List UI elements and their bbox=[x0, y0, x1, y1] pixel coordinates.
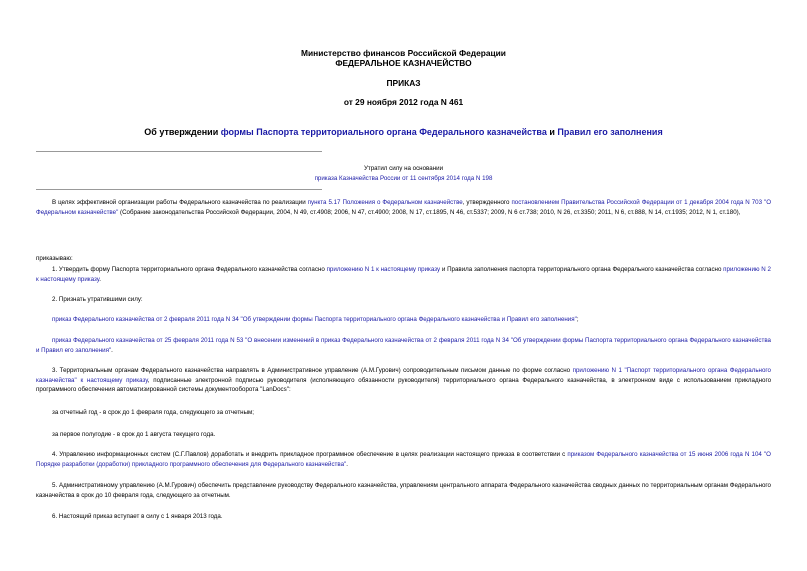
item-1-text: 1. Утвердить форму Паспорта территориального органа Федерального казначейства согласно bbox=[52, 266, 327, 273]
item-1 bbox=[36, 265, 771, 284]
document-date-number: от 29 ноября 2012 года N 461 bbox=[343, 97, 464, 107]
preamble-text: В целях эффективной организации работы Федерального казначейства по реализации bbox=[52, 199, 308, 206]
repealed-order-34-link[interactable]: приказ Федерального казначейства от 2 февраля 2011 года N 34 "Об утверждении формы Паспорта территориального органа Федерального казначейства и Правил его заполнения" bbox=[52, 316, 577, 323]
top-divider bbox=[36, 151, 322, 152]
ref-2-tail: . bbox=[111, 346, 113, 354]
preamble-paragraph bbox=[36, 198, 771, 217]
document-type: ПРИКАЗ bbox=[386, 78, 421, 88]
appendix-1-passport-link[interactable]: приложению N 1 "Паспорт территориального органа Федерального казначейства" к настоящему приказу bbox=[36, 367, 771, 384]
preamble-text: (Собрание законодательства Российской Федерации, 2004, N 49, ст.4908; 2006, N 47, ст.4900; 2008, N 17, ст.1895, N 46, ст.5337; 2009, N 6 ст.738; 2010, N 26, ст.3350; 2011, N 6, ст.888, N 14, ст.1935; 2012, N 1, ст.180), bbox=[118, 208, 741, 216]
title-link-rules[interactable]: Правил его заполнения bbox=[557, 127, 663, 137]
order-word: приказываю: bbox=[36, 255, 73, 262]
item-6: 6. Настоящий приказ вступает в силу с 1 января 2013 года. bbox=[52, 513, 223, 520]
item-3-sub-2: за первое полугодие - в срок до 1 августа текущего года. bbox=[52, 431, 216, 438]
item-1-text: . bbox=[99, 275, 101, 283]
item-2-ref-1 bbox=[52, 315, 771, 325]
status-note-link-line bbox=[0, 174, 807, 183]
item-4 bbox=[36, 450, 771, 469]
appendix-1-link[interactable]: приложению N 1 к настоящему приказу bbox=[326, 266, 441, 273]
title-link-form[interactable]: формы Паспорта территориального органа Федерального казначейства bbox=[220, 127, 547, 137]
appendix-2-link[interactable]: приложению N 2 к настоящему приказу bbox=[36, 266, 771, 283]
government-decree-link[interactable]: постановлением Правительства Российской Федерации от 1 декабря 2004 года N 703 "О Федеральном казначействе" bbox=[36, 199, 772, 216]
item-3-text: 3. Территориальным органам Федерального казначейства направлять в Административное управление (А.М.Гурович) сопроводительным письмом данные по форме согласно bbox=[52, 367, 573, 374]
title-prefix: Об утверждении bbox=[144, 127, 221, 137]
order-104-link[interactable]: приказом Федерального казначейства от 15 июня 2006 года N 104 "О Порядке разработки (доработки) прикладного программного обеспечения для Федерального казначейства" bbox=[36, 451, 771, 468]
repealed-order-53-link[interactable]: приказ Федерального казначейства от 25 февраля 2011 года N 53 "О внесении изменений в приказ Федерального казначейства от 2 февраля 2011 года N 34 "Об утверждении формы Паспорта территориального органа Федерального казначейства и Правил его заполнения" bbox=[36, 337, 771, 354]
ministry-name: Министерство финансов Российской Федерации bbox=[301, 48, 506, 58]
bottom-divider bbox=[36, 189, 322, 190]
item-3-sub-1: за отчетный год - в срок до 1 февраля года, следующего за отчетным; bbox=[52, 409, 255, 416]
status-note-line: Утратил силу на основании bbox=[363, 165, 444, 172]
item-4-text: 4. Управлению информационных систем (С.Г.Павлов) доработать и внедрить прикладное программное обеспечение в целях реализации настоящего приказа в соответствии с bbox=[52, 451, 568, 458]
regulation-link[interactable]: пункта 5.17 Положения о Федеральном казначействе bbox=[307, 199, 463, 206]
item-2-ref-2 bbox=[36, 336, 771, 355]
item-3-text: , подписанные электронной подписью руководителя (исполняющего обязанности руководителя) территориального органа Федерального казначейства, в электронном виде с использованием прикладного программного обеспечения автоматизированной системы документооборота "LanDocs": bbox=[36, 376, 772, 394]
item-1-text: и Правила заполнения паспорта территориального органа Федерального казначейства согласно bbox=[440, 266, 724, 273]
ref-1-tail: ; bbox=[576, 316, 579, 323]
agency-name: ФЕДЕРАЛЬНОЕ КАЗНАЧЕЙСТВО bbox=[335, 58, 472, 68]
preamble-text: , утвержденного bbox=[462, 199, 512, 206]
item-3 bbox=[36, 366, 771, 395]
item-4-text: . bbox=[346, 460, 348, 468]
repeal-order-link[interactable]: приказа Казначейства России от 11 сентября 2014 года N 198 bbox=[314, 175, 493, 182]
item-2: 2. Признать утратившими силу: bbox=[52, 296, 143, 303]
title-middle: и bbox=[546, 127, 558, 137]
document-title bbox=[0, 126, 807, 138]
item-5: 5. Административному управлению (А.М.Гурович) обеспечить представление руководству Федерального казначейства, управлениям центрального аппарата Федерального казначейства сводных данных по территориальным органам Федерального казначейства в срок до 10 февраля года, следующего за отчетным. bbox=[36, 482, 771, 499]
